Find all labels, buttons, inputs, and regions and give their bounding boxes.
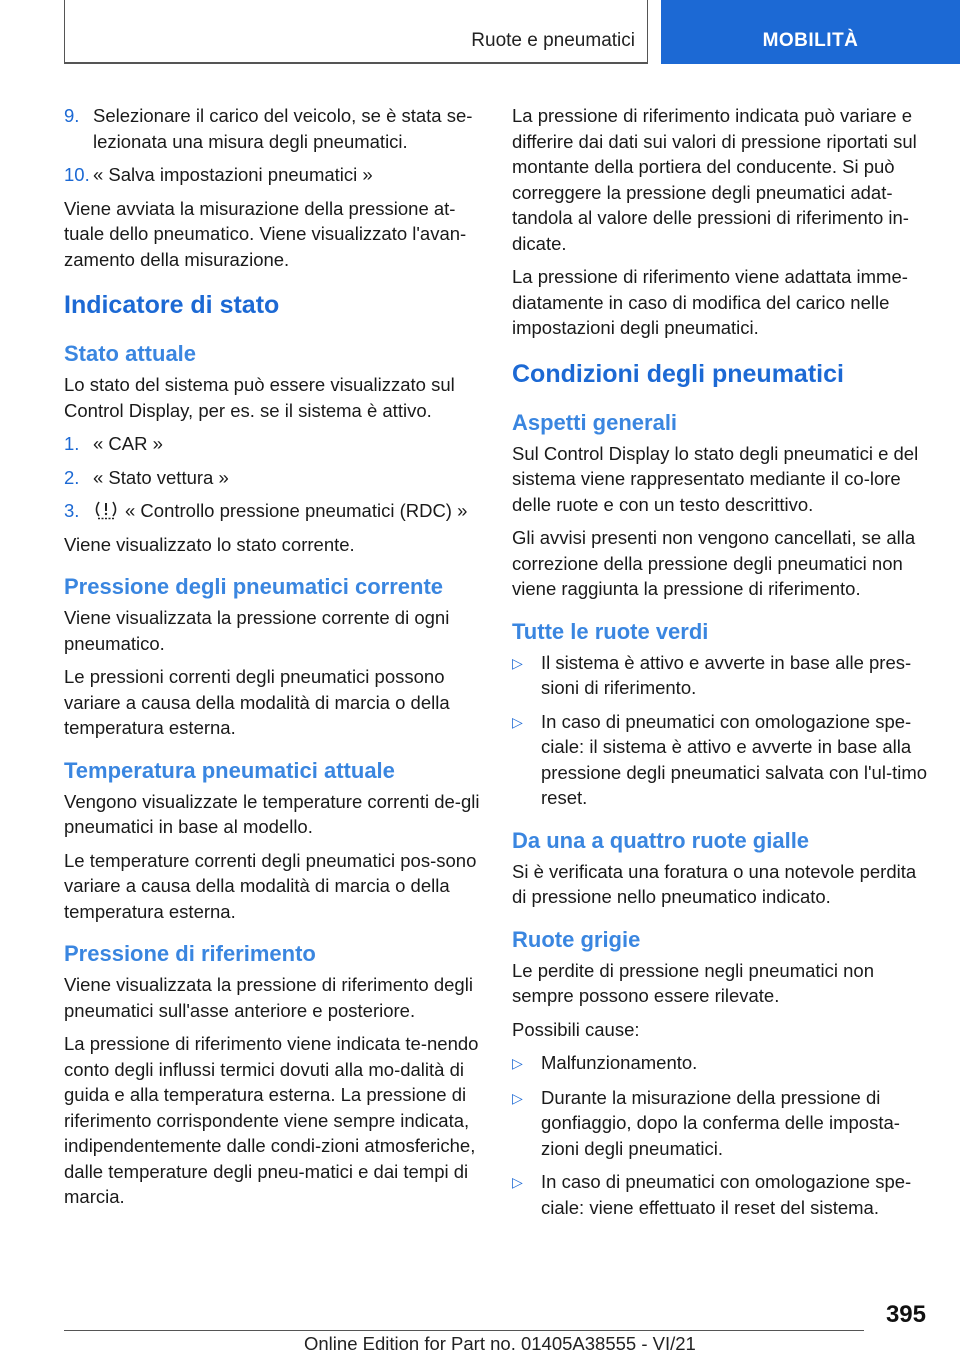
paragraph: Lo stato del sistema può essere visualizzato sul Control Display, per es. se il sistema è attivo.: [64, 374, 455, 421]
subsection-heading: Da una a quattro ruote gialle: [512, 827, 810, 853]
footer-divider: [64, 1330, 864, 1331]
paragraph: Possibili cause:: [512, 1018, 640, 1040]
paragraph: Sul Control Display lo stato degli pneumatici e del sistema viene rappresentato mediante il co-lore delle ruote e con un testo descrittivo.: [512, 442, 919, 515]
list-item: ▷ Malfunzionamento.: [512, 1050, 928, 1077]
paragraph: Le pressioni correnti degli pneumatici possono variare a causa della modalità di marcia o della temperatura esterna.: [64, 666, 450, 738]
subsection-heading: Temperatura pneumatici attuale: [64, 757, 395, 783]
paragraph: Si è verificata una foratura o una notevole perdita di pressione nello pneumatico indicato.: [512, 860, 917, 907]
section-heading: Condizioni degli pneumatici: [512, 359, 844, 388]
paragraph: Le temperature correnti degli pneumatici pos-sono variare a causa della modalità di marcia o della temperatura esterna.: [64, 849, 477, 922]
list-item: ▷ In caso di pneumatici con omologazione spe-ciale: viene effettuato il reset del sistema.: [512, 1169, 928, 1220]
paragraph: Viene avviata la misurazione della pressione at-tuale dello pneumatico. Viene visualizzato l'avan-zamento della misurazione.: [64, 197, 467, 270]
list-item: ▷ Durante la misurazione della pressione di gonfiaggio, dopo la conferma delle imposta-zioni degli pneumatici.: [512, 1085, 928, 1162]
triangle-bullet-icon: ▷: [512, 1089, 523, 1106]
header-section-tab: [661, 0, 960, 64]
footer-edition: Online Edition for Part no. 01405A38555 - VI/21: [304, 1333, 696, 1354]
list-item: 1. « CAR »: [64, 433, 163, 454]
subsection-heading: Aspetti generali: [512, 409, 678, 435]
list-item: 9. Selezionare il carico del veicolo, se è stata se-lezionata una misura degli pneumatici.: [64, 105, 473, 152]
paragraph: La pressione di riferimento viene indicata te-nendo conto degli influssi termici dovuti alla mo-dalità di guida e alla temperatura esterna. La pressione di riferimento corrispondente viene sempre indicata, indipendentemente dalle condi-zioni atmosferiche, dalle temperature degli pneu-matici e dai tempi di marcia.: [64, 1033, 479, 1207]
list-item: ▷ In caso di pneumatici con omologazione spe-ciale: il sistema è attivo e avverte in base alla pressione degli pneumatici salvata con l'ul-timo reset.: [512, 709, 928, 811]
header-title-box: [64, 0, 648, 64]
list-item: ▷ Il sistema è attivo e avverte in base alle pres-sioni di riferimento.: [512, 650, 928, 701]
subsection-heading: Tutte le ruote verdi: [512, 618, 709, 644]
tire-pressure-warning-icon: [93, 500, 119, 520]
paragraph: Viene visualizzata la pressione corrente di ogni pneumatico.: [64, 607, 450, 654]
page-number: 395: [885, 1301, 926, 1328]
subsection-heading: Pressione degli pneumatici corrente: [64, 574, 444, 599]
paragraph: Viene visualizzato lo stato corrente.: [64, 533, 355, 555]
subsection-heading: Stato attuale: [64, 341, 197, 366]
triangle-bullet-icon: ▷: [512, 654, 523, 671]
right-column: [512, 103, 928, 1228]
list-item: 10. « Salva impostazioni pneumatici »: [64, 164, 373, 185]
subsection-heading: Ruote grigie: [512, 926, 641, 952]
triangle-bullet-icon: ▷: [512, 713, 523, 730]
paragraph: Le perdite di pressione negli pneumatici non sempre possono essere rilevate.: [512, 959, 875, 1006]
paragraph: Vengono visualizzate le temperature correnti de-gli pneumatici in base al modello.: [64, 790, 480, 837]
triangle-bullet-icon: ▷: [512, 1055, 523, 1071]
paragraph: Viene visualizzata la pressione di riferimento degli pneumatici sull'asse anteriore e posteriore.: [64, 974, 473, 1021]
paragraph: La pressione di riferimento indicata può variare e differire dai dati sui valori di pressione riportati sul montante della portiera del conducente. Si può correggere la pressione degli pneumatici adat-tandola al valore delle pressioni di riferimento in-dicate.: [512, 105, 917, 254]
header-title: Ruote e pneumatici: [471, 30, 635, 51]
paragraph: La pressione di riferimento viene adattata imme-diatamente in caso di modifica del carico nelle impostazioni degli pneumatici.: [512, 266, 908, 338]
subsection-heading: Pressione di riferimento: [64, 941, 316, 966]
left-column: [64, 103, 482, 1218]
section-heading: Indicatore di stato: [64, 291, 280, 319]
list-item: 3. « Controllo pressione pneumatici (RDC) »: [64, 500, 468, 521]
triangle-bullet-icon: ▷: [512, 1174, 523, 1190]
list-item: 2. « Stato vettura »: [64, 466, 229, 488]
paragraph: Gli avvisi presenti non vengono cancellati, se alla correzione della pressione degli pneumatici non viene raggiunta la pressione di riferimento.: [512, 527, 916, 599]
header-section: MOBILITÀ: [762, 30, 859, 51]
